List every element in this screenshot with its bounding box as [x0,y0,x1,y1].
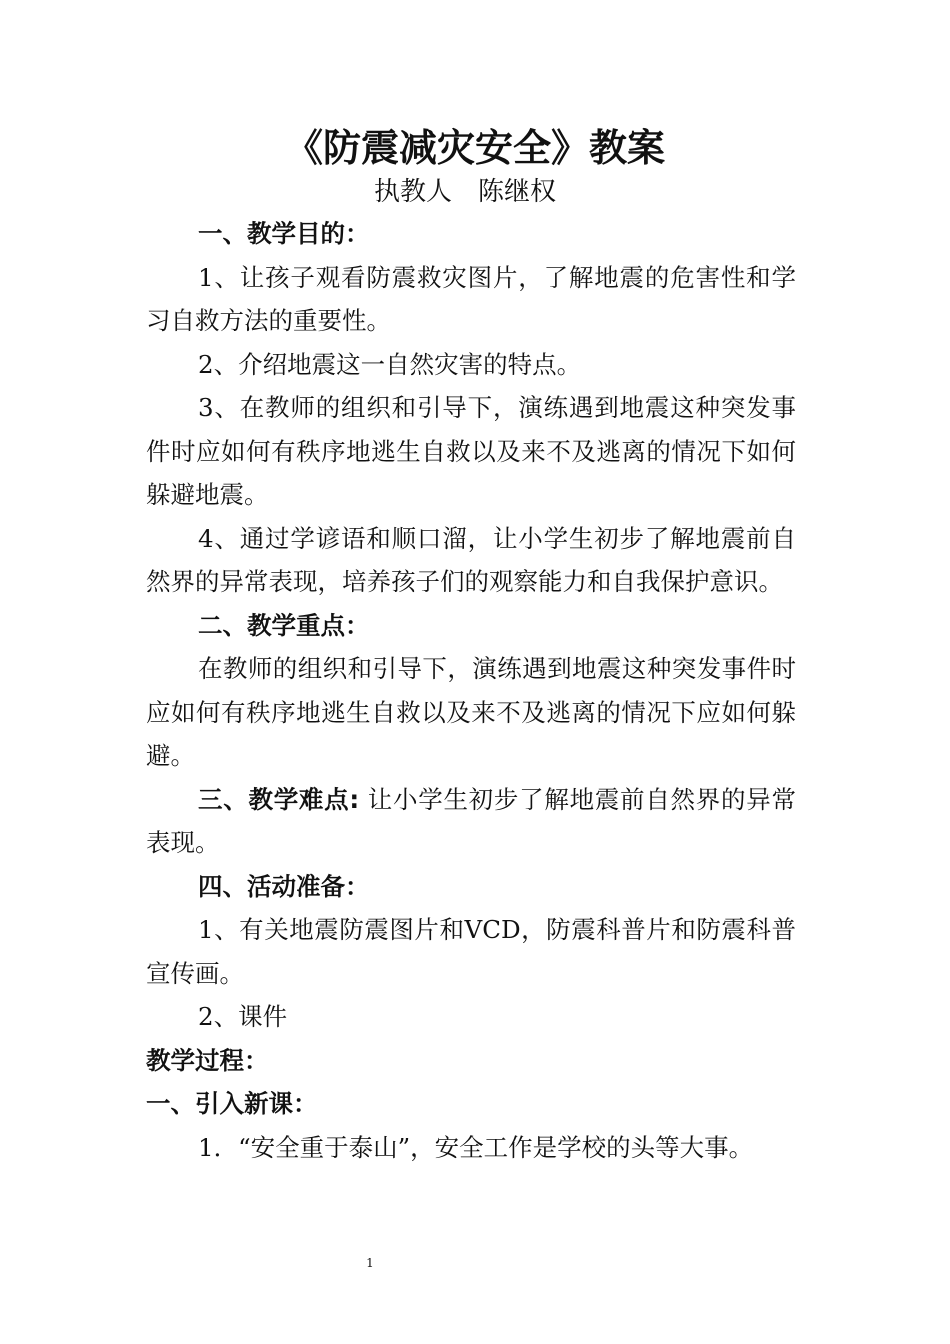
key-points-text: 在教师的组织和引导下，演练遇到地震这种突发事件时应如何有秩序地逃生自救以及来不及逃离的情况下应如何躲避。 [146,654,796,770]
preparation-item: 1、有关地震防震图片和VCD，防震科普片和防震科普宣传画。 [146,915,796,988]
author-line: 执教人 陈继权 [373,177,556,207]
objective-item: 1、让孩子观看防震救灾图片，了解地震的危害性和学习自救方法的重要性。 [146,262,796,335]
section-heading-preparation: 四、活动准备： [198,871,370,901]
section-heading-difficulties: 三、教学难点: [198,784,360,814]
process-subheading: 一、引入新课： [146,1089,318,1118]
section-heading-key-points: 二、教学重点： [198,610,370,640]
difficulties-paragraph [146,778,796,865]
difficulties-text: 让小学生初步了解地震前自然界的异常表现。 [146,784,796,857]
document-body [146,212,796,1169]
page-number: 1 [366,1256,374,1270]
section-heading-process: 教学过程： [146,1045,269,1075]
process-item: 1．“安全重于泰山”，安全工作是学校的头等大事。 [198,1132,754,1162]
objective-item: 4、通过学谚语和顺口溜，让小学生初步了解地震前自然界的异常表现，培养孩子们的观察能力和自我保护意识。 [146,523,796,596]
objective-item: 2、介绍地震这一自然灾害的特点。 [198,349,582,379]
section-heading-objectives: 一、教学目的： [198,219,370,248]
objective-item: 3、在教师的组织和引导下，演练遇到地震这种突发事件时应如何有秩序地逃生自救以及来不及逃离的情况下如何躲避地震。 [146,393,796,509]
document-title: 《防震减灾安全》教案 [284,126,665,170]
preparation-item: 2、课件 [198,1002,288,1031]
